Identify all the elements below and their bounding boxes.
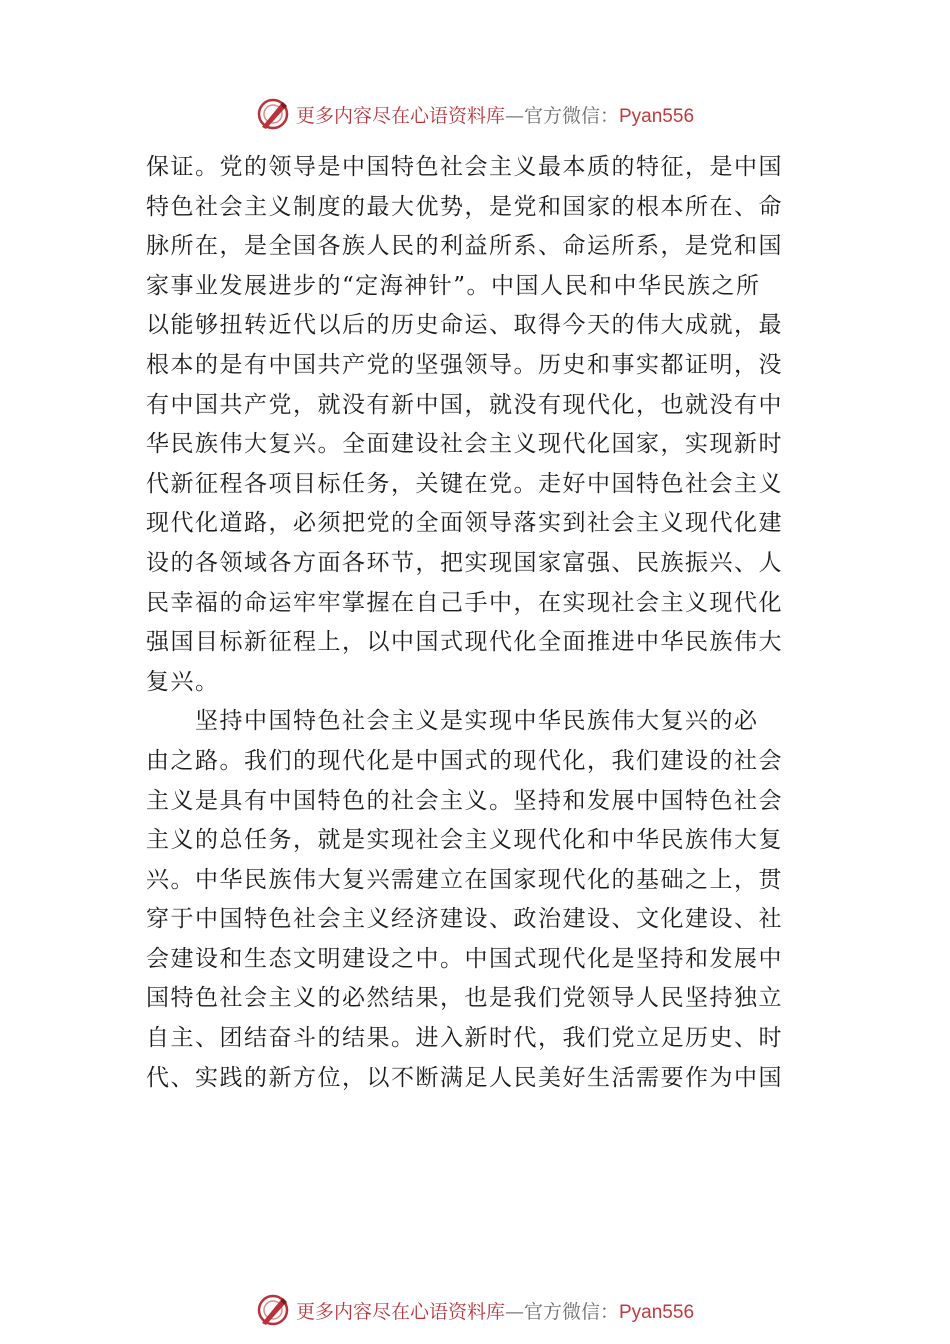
text-line: 现代化道路，必须把党的全面领导落实到社会主义现代化建 <box>146 510 783 537</box>
text-line: 代新征程各项目标任务，关键在党。走好中国特色社会主义 <box>146 470 783 497</box>
paragraph-1 <box>146 148 810 702</box>
banner-title: 更多内容尽在心语资料库 <box>295 104 505 127</box>
text-line: 由之路。我们的现代化是中国式的现代化，我们建设的社会 <box>146 747 783 774</box>
text-line: 会建设和生态文明建设之中。中国式现代化是坚持和发展中 <box>146 945 783 972</box>
banner-wechat-id: Pyan556 <box>619 1301 695 1323</box>
text-line: 主义是具有中国特色的社会主义。坚持和发展中国特色社会 <box>146 787 783 814</box>
banner-label: 官方微信： <box>523 104 619 127</box>
text-line: 家事业发展进步的“定海神针”。中国人民和中华民族之所 <box>146 272 761 299</box>
text-line: 复兴。 <box>146 668 220 695</box>
header-banner <box>0 94 950 134</box>
banner-label: 官方微信： <box>523 1300 619 1323</box>
banner-text <box>296 1297 694 1324</box>
text-line: 穿于中国特色社会主义经济建设、政治建设、文化建设、社 <box>146 906 783 933</box>
banner-separator: — <box>504 104 524 127</box>
banner-separator: — <box>504 1300 524 1323</box>
text-line: 代、实践的新方位，以不断满足人民美好生活需要作为中国 <box>146 1064 783 1091</box>
text-line: 有中国共产党，就没有新中国，就没有现代化，也就没有中 <box>146 391 783 418</box>
pen-logo-icon <box>256 1293 290 1327</box>
text-line: 民幸福的命运牢牢掌握在自己手中，在实现社会主义现代化 <box>146 589 783 616</box>
document-body <box>146 148 810 1098</box>
text-line: 华民族伟大复兴。全面建设社会主义现代化国家，实现新时 <box>146 431 783 458</box>
text-line: 兴。中华民族伟大复兴需建立在国家现代化的基础之上，贯 <box>146 866 783 893</box>
footer-banner <box>0 1290 950 1330</box>
text-line: 保证。党的领导是中国特色社会主义最本质的特征，是中国 <box>146 154 783 180</box>
pen-logo-icon <box>256 97 290 131</box>
text-line: 设的各领域各方面各环节，把实现国家富强、民族振兴、人 <box>146 549 783 576</box>
text-line: 国特色社会主义的必然结果，也是我们党领导人民坚持独立 <box>146 985 783 1012</box>
text-line: 以能够扭转近代以后的历史命运、取得今天的伟大成就，最 <box>146 312 783 339</box>
paragraph-2 <box>146 702 810 1098</box>
text-line: 自主、团结奋斗的结果。进入新时代，我们党立足历史、时 <box>146 1025 783 1052</box>
text-line: 特色社会主义制度的最大优势，是党和国家的根本所在、命 <box>146 193 783 220</box>
text-line: 脉所在，是全国各族人民的利益所系、命运所系，是党和国 <box>146 233 783 260</box>
banner-title: 更多内容尽在心语资料库 <box>295 1300 505 1323</box>
text-line: 主义的总任务，就是实现社会主义现代化和中华民族伟大复 <box>146 827 783 854</box>
text-line: 坚持中国特色社会主义是实现中华民族伟大复兴的必 <box>146 708 759 735</box>
text-line: 强国目标新征程上，以中国式现代化全面推进中华民族伟大 <box>146 629 783 656</box>
banner-wechat-id: Pyan556 <box>619 105 695 127</box>
text-line: 根本的是有中国共产党的坚强领导。历史和事实都证明，没 <box>146 351 783 378</box>
banner-text <box>296 101 694 128</box>
